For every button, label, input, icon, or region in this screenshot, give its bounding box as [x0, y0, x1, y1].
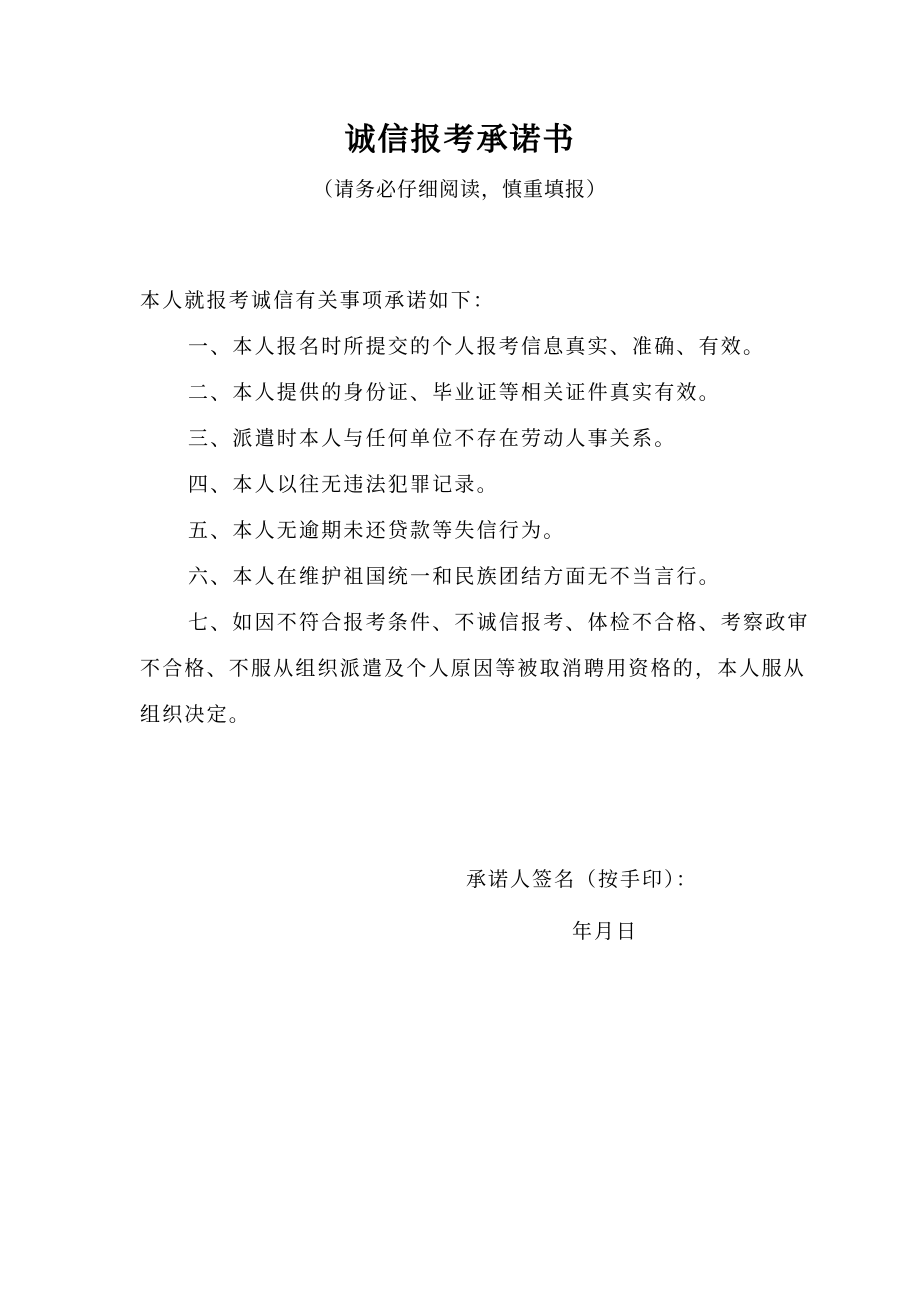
commitment-item-5: 五、本人无逾期未还贷款等失信行为。 — [188, 518, 566, 542]
document-body — [140, 277, 820, 737]
commitment-item-7: 七、如因不符合报考条件、不诚信报考、体检不合格、考察政审不合格、不服从组织派遣及个人原因等被取消聘用资格的，本人服从组织决定。 — [140, 610, 810, 726]
intro-paragraph: 本人就报考诚信有关事项承诺如下： — [140, 288, 496, 312]
date-label: 年月日 — [572, 919, 638, 943]
commitment-item-4: 四、本人以往无违法犯罪记录。 — [188, 472, 499, 496]
document-subtitle: （请务必仔细阅读，慎重填报） — [313, 177, 607, 201]
signature-label: 承诺人签名（按手印）： — [466, 867, 698, 891]
commitment-item-3: 三、派遣时本人与任何单位不存在劳动人事关系。 — [188, 426, 677, 450]
document-title: 诚信报考承诺书 — [344, 122, 576, 158]
commitment-item-2: 二、本人提供的身份证、毕业证等相关证件真实有效。 — [188, 380, 721, 404]
commitment-item-1: 一、本人报名时所提交的个人报考信息真实、准确、有效。 — [188, 334, 766, 358]
commitment-item-6: 六、本人在维护祖国统一和民族团结方面无不当言行。 — [188, 564, 721, 588]
